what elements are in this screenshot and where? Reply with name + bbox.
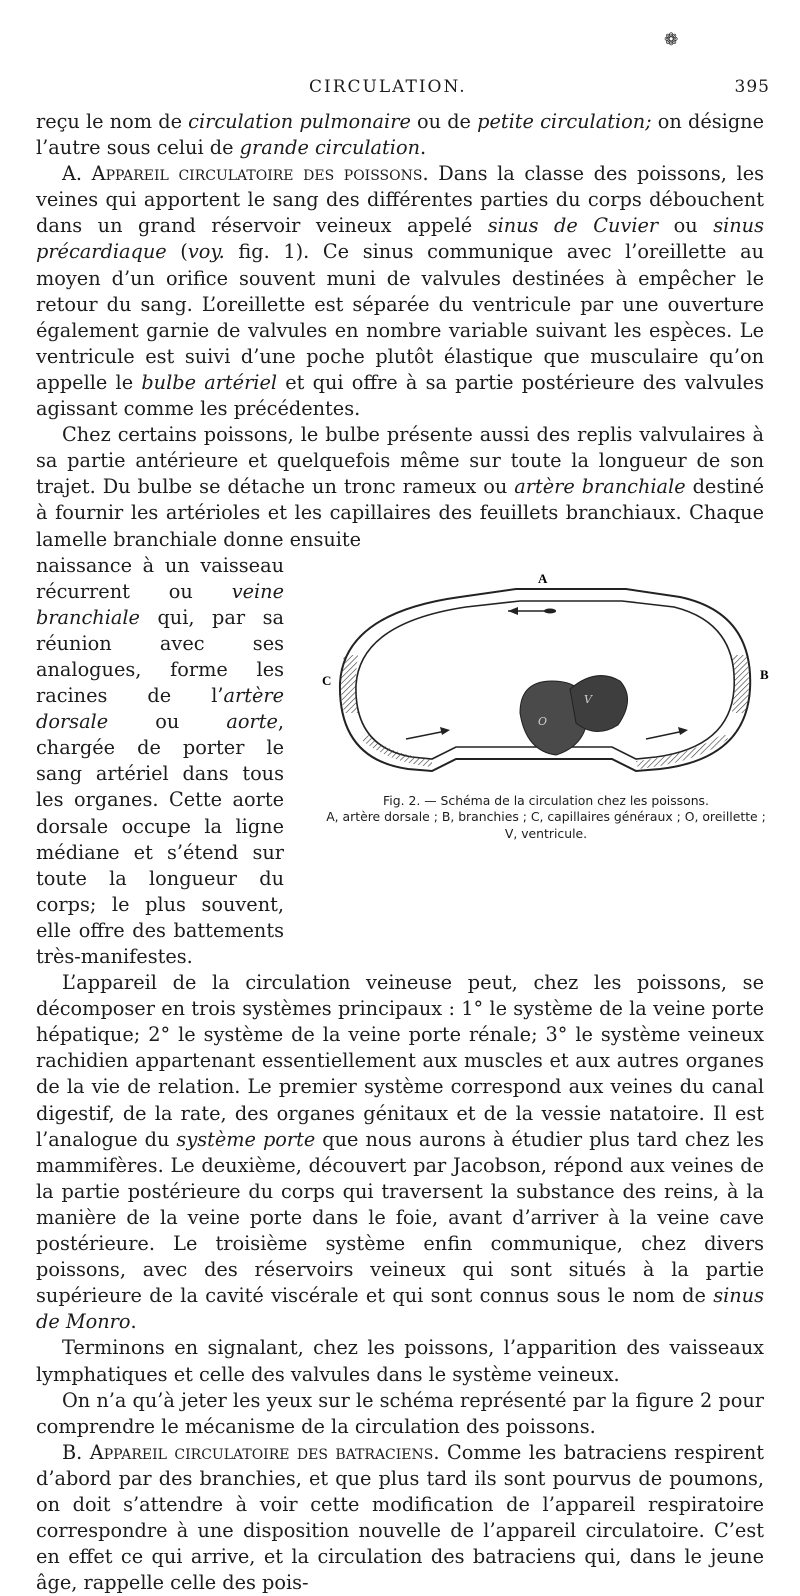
text-run: ou [108, 710, 227, 734]
italic-term: système porte [176, 1127, 316, 1151]
paragraph-3 [36, 422, 764, 552]
italic-term: veine branchiale [36, 579, 284, 629]
arrowhead-top [508, 607, 518, 615]
italic-term: voy. [187, 240, 225, 264]
caption-legend: A, artère dorsale ; B, branchies ; C, capillaires généraux ; O, oreillette ; V, ventricule. [326, 809, 766, 841]
text-run: On n’a qu’à jeter les yeux sur le schéma représenté par la figure 2 pour comprendre le mécanisme de la circulation des poissons. [36, 1388, 764, 1438]
italic-term: grande circulation [239, 136, 420, 160]
text-run: . [420, 136, 427, 160]
bottom-left-hatch [360, 733, 432, 767]
text-run: ou [658, 214, 714, 238]
label-a: A [538, 570, 548, 586]
label-b: B [760, 666, 769, 682]
label-c: C [322, 672, 332, 688]
capillaries-c-hatch [341, 655, 358, 713]
heart-ventricle [570, 675, 628, 731]
body-text [36, 109, 769, 1596]
paragraph-3-continued [36, 553, 284, 971]
flower-ornament-icon: ❁ [664, 30, 679, 50]
text-run: ( [166, 240, 188, 264]
caption-title: Fig. 2. — Schéma de la circulation chez les poissons. [383, 792, 709, 808]
italic-term: sinus de Cuvier [487, 214, 659, 238]
paragraph-4 [36, 970, 764, 1335]
section-heading-b: B. Appareil circulatoire des batraciens. [62, 1440, 440, 1464]
running-title: CIRCULATION. [309, 77, 467, 97]
text-run: , chargée de porter le sang artériel dans tous les organes. Cette aorte dorsale occupe la ligne médiane et s’étend sur toute la longueur du corps; le plus souvent, elle offre des battements très-manifestes. [36, 710, 284, 968]
text-run: fig. 1). Ce sinus communique avec l’oreillette au moyen d’un orifice souvent muni de valvules destinées à empêcher le retour du sang. L’oreillette est séparée du ventricule par une ouverture également garnie de valvules en nombre variable suivant les espèces. Le ventricule est suivi d’une poche plutôt élastique que musculaire qu’on appelle le [36, 240, 764, 394]
branchies-b-hatch [732, 655, 749, 713]
text-run: reçu le nom de [36, 110, 189, 133]
figure-caption [320, 793, 772, 843]
label-v: V [584, 692, 592, 706]
paragraph-1 [36, 109, 764, 161]
figure-2 [316, 553, 776, 971]
circulation-diagram [320, 563, 772, 789]
page-number: 395 [734, 77, 770, 97]
text-run: Comme les batraciens respirent d’abord par des branchies, et que plus tard ils sont pourvus de poumons, on doit s’attendre à voir cette modification de l’appareil respiratoire correspondre à une disposition nouvelle de l’appareil circulatoire. C’est en effet ce qui arrive, et la circulation des batraciens qui, dans le jeune âge, rappelle celle des pois- [36, 1440, 765, 1595]
arrowhead-bottom-right [678, 727, 688, 735]
italic-term: artère branchiale [514, 475, 686, 499]
arrowhead-bottom-left [440, 727, 450, 735]
italic-term: aorte [226, 710, 278, 734]
text-run: destiné à fournir les artérioles et les capillaires des feuillets branchiaux. Chaque lamelle branchiale donne ensuite [36, 475, 764, 551]
text-run: naissance à un vaisseau récurrent ou [36, 553, 284, 603]
text-run: qui, par sa réunion avec ses analogues, forme les racines de l’ [36, 605, 284, 708]
italic-term: bulbe artériel [141, 370, 278, 394]
italic-term: petite circulation; [477, 110, 652, 133]
paragraph-5 [36, 1335, 764, 1387]
paragraph-6 [36, 1388, 764, 1440]
figure-wrap-block [36, 553, 769, 971]
paragraph-2 [36, 161, 764, 422]
italic-term: sinus de Monro [36, 1284, 764, 1334]
text-run: Dans la classe des poissons, les veines qui apportent le sang des différentes parties du corps débouchent dans un grand réservoir veineux appelé [36, 162, 764, 238]
text-run: Terminons en signalant, chez les poissons, l’apparition des vaisseaux lymphatiques et celle des valvules dans le système veineux. [36, 1336, 764, 1386]
italic-term: circulation pulmonaire [188, 110, 411, 133]
text-run: L’appareil de la circulation veineuse peut, chez les poissons, se décomposer en trois systèmes principaux : 1° le système de la veine porte hépatique; 2° le système de la veine porte rénale; 3° le système veineux rachidien appartenant essentiellement aux muscles et aux autres organes de la vie de relation. Le premier système correspond aux veines du canal digestif, de la rate, des organes génitaux et de la vessie natatoire. Il est l’analogue du [36, 971, 764, 1151]
text-run: Chez certains poissons, le bulbe présente aussi des replis valvulaires à sa partie antérieure et quelquefois même sur toute la longueur de son trajet. Du bulbe se détache un tronc rameux ou [36, 423, 764, 499]
text-run: . [130, 1310, 137, 1334]
text-run: que nous aurons à étudier plus tard chez les mammifères. Le deuxième, découvert par Jacobson, répond aux veines de la partie postérieure du corps qui traversent la substance des reins, à la manière de la veine porte dans le foie, avant d’arriver à la veine cave postérieure. Le troisième système enfin communique, chez divers poissons, avec des réservoirs veineux qui sont situés à la partie supérieure de la cavité viscérale et qui sont connus sous le nom de [36, 1127, 764, 1308]
italic-term: artère dorsale [36, 684, 284, 734]
text-run: on désigne l’autre sous celui de [36, 110, 764, 160]
section-heading-a: A. Appareil circulatoire des poissons. [62, 162, 429, 186]
text-run: ou de [410, 110, 478, 133]
flow-arrow-bottom-left [406, 731, 446, 739]
italic-term: sinus précardiaque [36, 214, 764, 264]
text-run: et qui offre à sa partie postérieure des valvules agissant comme les précédentes. [36, 370, 764, 421]
paragraph-7 [36, 1440, 764, 1596]
label-o: O [538, 714, 548, 728]
flow-arrow-bottom-right [646, 731, 684, 739]
page-header [0, 76, 800, 102]
